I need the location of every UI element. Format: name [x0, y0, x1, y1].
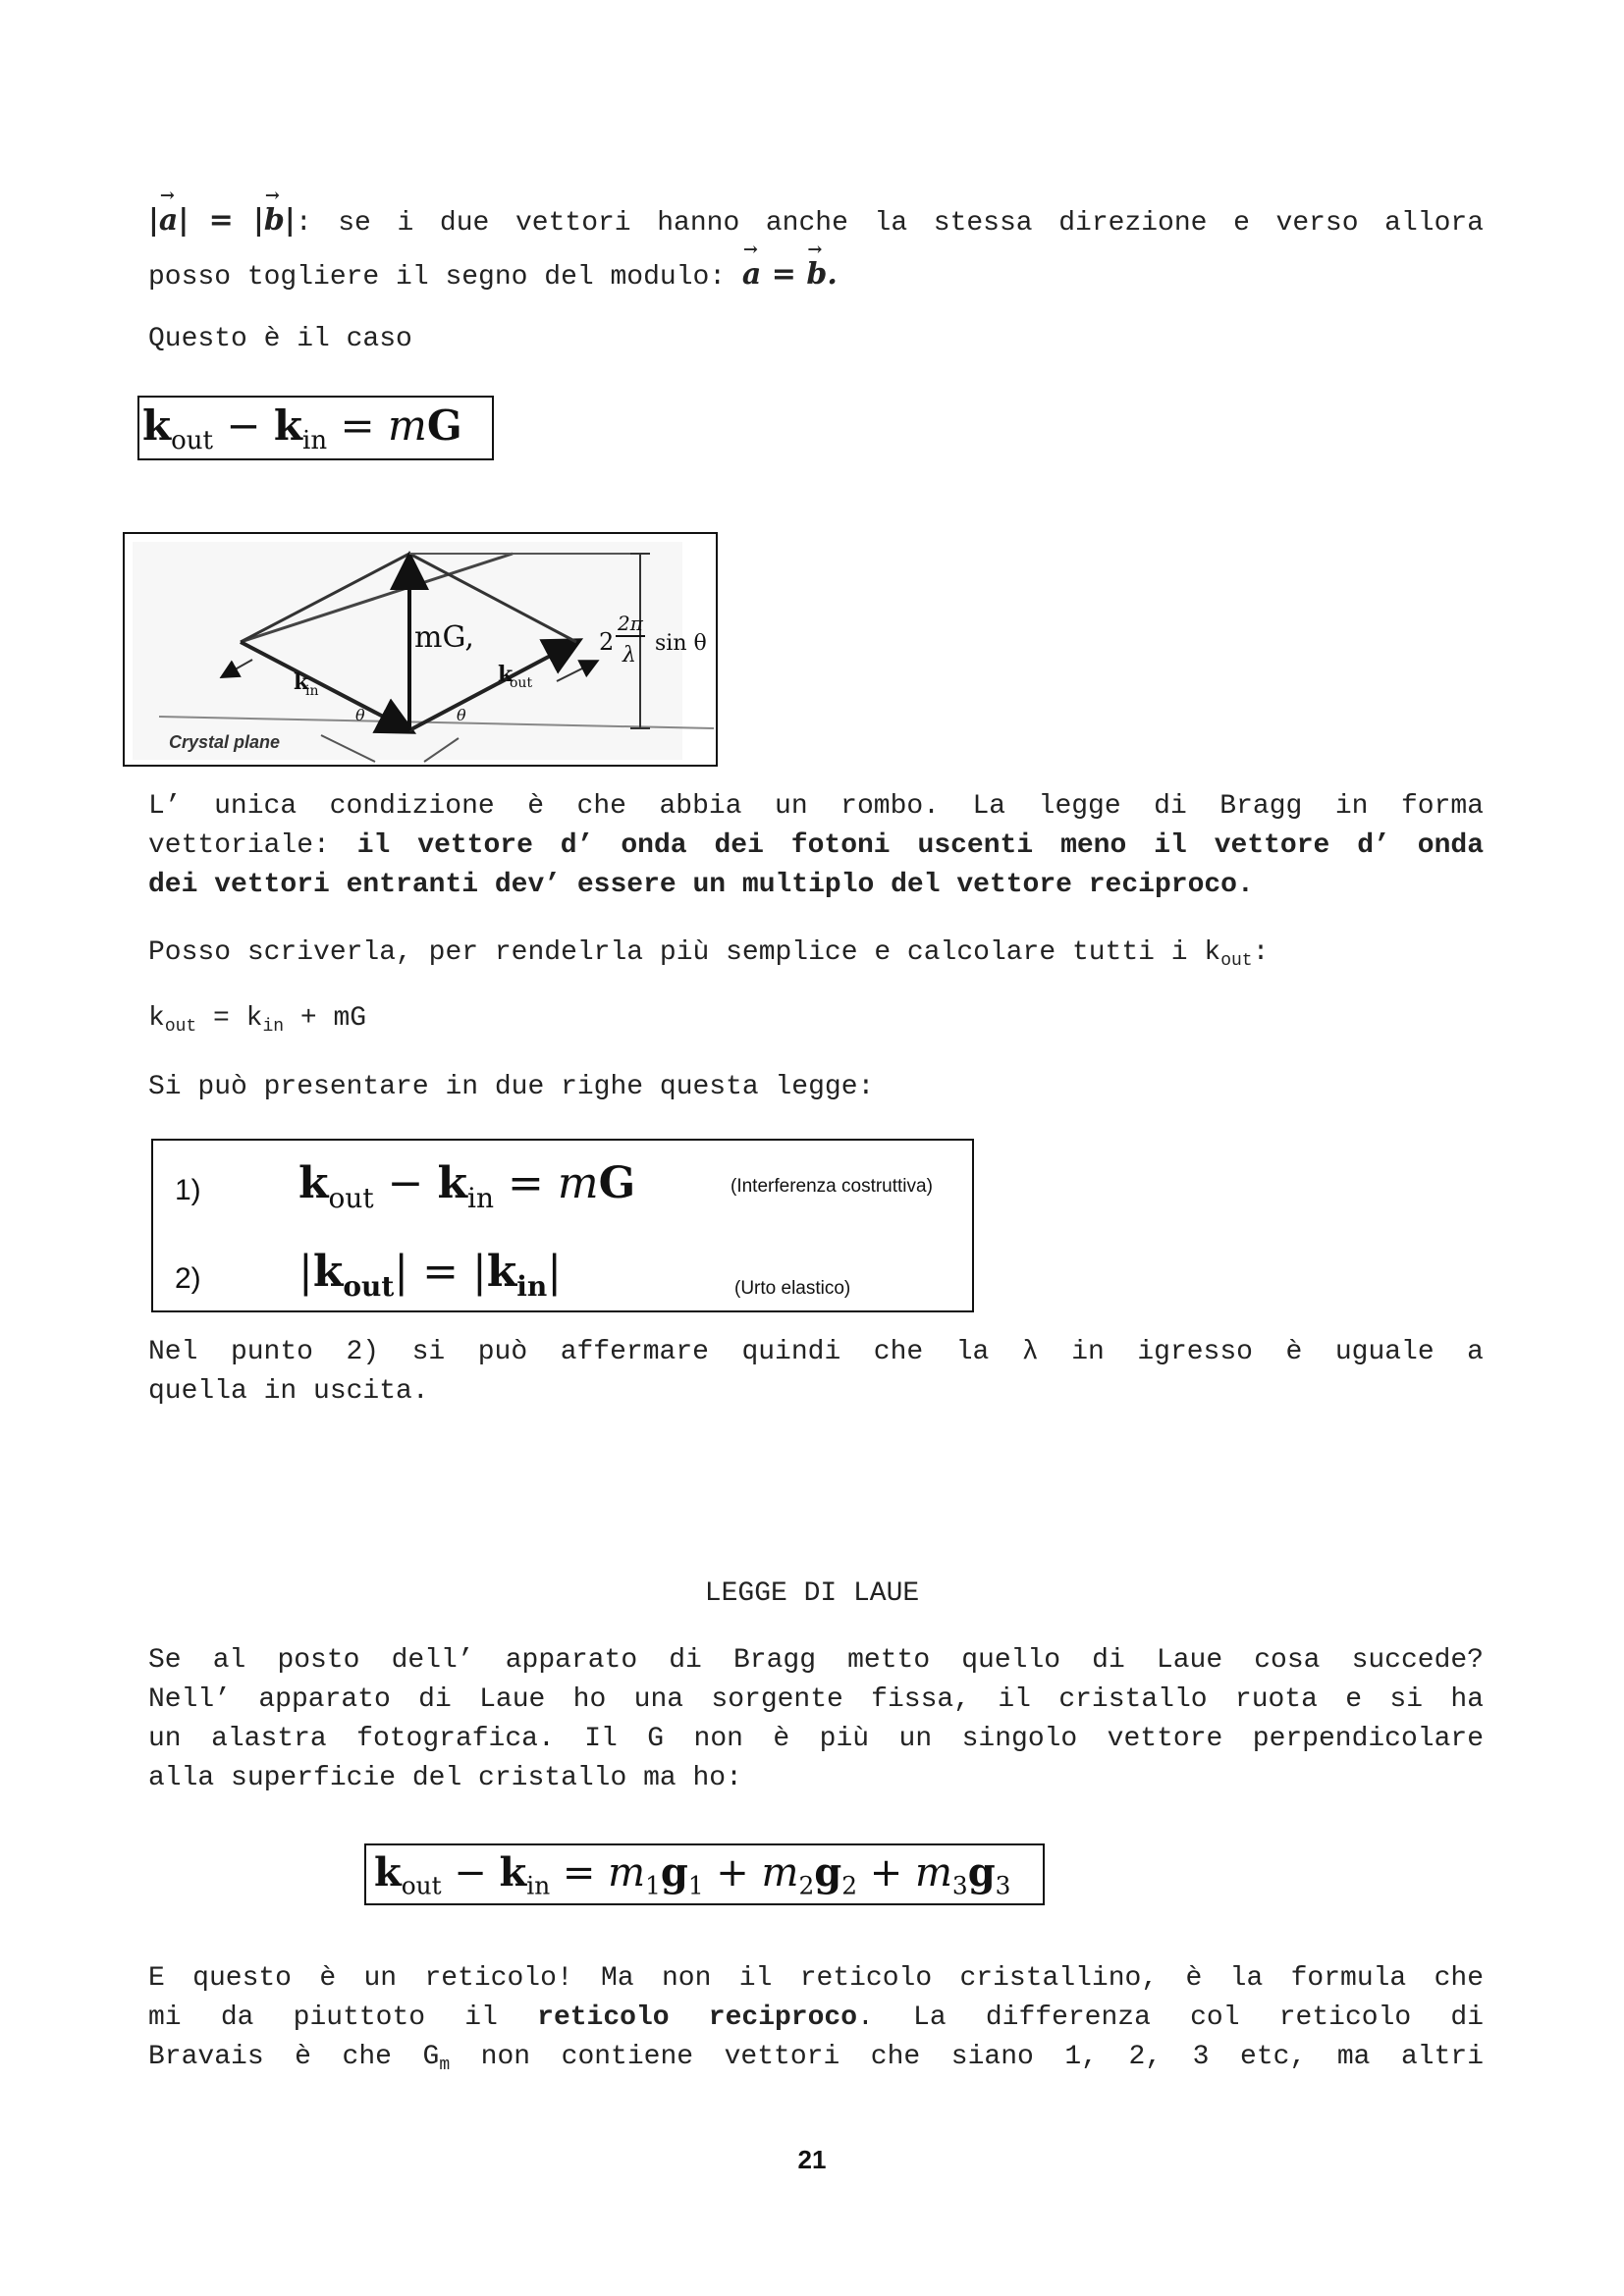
row-1-note: (Interferenza costruttiva) — [731, 1176, 933, 1197]
crystal-plane-label: Crystal plane — [169, 732, 281, 752]
paragraph-5-formula: $k_{out} = k_{in}$ + mG — [148, 1003, 367, 1037]
paragraph-9-line-1: E questo è un reticolo! Ma non il reticolo cristallino, è la formula che — [148, 1963, 1484, 1994]
paragraph-3-line-2: vettoriale: il vettore d’ onda dei fotoni uscenti meno il vettore d’ onda — [148, 830, 1484, 861]
paragraph-9-line-2: mi da piuttoto il reticolo reciproco. La differenza col reticolo di — [148, 2002, 1485, 2033]
paragraph-8-line-2: Nell’ apparato di Laue ho una sorgente fissa, il cristallo ruota e si ha — [148, 1684, 1484, 1715]
row-1-equation: $k_{out} - k_{in}$ = mG — [298, 1158, 636, 1214]
vector-equality-formula: a → = b →. — [742, 257, 838, 292]
mG-label: mG, — [414, 620, 474, 655]
paragraph-3-line-3: dei vettori entranti dev’ essere un multiplo del vettore reciproco. — [148, 870, 1254, 900]
theta-left-label: θ — [355, 706, 365, 724]
k-in-label: k — [294, 669, 309, 695]
paragraph-2: Questo è il caso — [148, 324, 412, 354]
bragg-rhombus-figure — [123, 532, 718, 767]
modulus-equality-formula: |a →| = |b →| — [148, 203, 296, 238]
section-heading: LEGGE DI LAUE — [704, 1578, 920, 1609]
k-out-label: k — [498, 662, 514, 687]
theta-right-label: θ — [457, 706, 466, 724]
page-number: 21 — [797, 2145, 827, 2174]
paragraph-8-line-1: Se al posto dell’ apparato di Bragg metto quello di Laue cosa succede? — [148, 1645, 1484, 1676]
paragraph-6: Si può presentare in due righe questa legge: — [148, 1072, 875, 1102]
paragraph-7-line-1: Nel punto 2) si può affermare quindi che la λ in igresso è uguale a — [148, 1337, 1484, 1367]
row-2-equation: $|k_{out}| = |k_{in}|$ — [298, 1247, 563, 1303]
paragraph-3-line-1: L’ unica condizione è che abbia un rombo. La legge di Bragg in forma — [148, 791, 1484, 822]
paragraph-4: Posso scriverla, per rendelrla più semplice e calcolare tutti i $k_{out}$: — [148, 937, 1270, 971]
bragg-laws-box — [151, 1139, 974, 1312]
paragraph-7-line-2: quella in uscita. — [148, 1376, 429, 1407]
paragraph-8-line-3: un alastra fotografica. Il G non è più un singolo vettore perpendicolare — [148, 1724, 1484, 1754]
sin-theta-label: sin θ — [655, 631, 707, 656]
bragg-vector-equation: $k_{out} - k_{in}$ = mG — [137, 396, 494, 460]
row-2-note: (Urto elastico) — [734, 1278, 851, 1299]
lambda-label: λ — [623, 643, 636, 667]
row-2-number: 2) — [175, 1262, 201, 1295]
paragraph-1-line-1: |a →| = |b →|: se i due vettori hanno anche la stessa direzione e verso allora — [148, 203, 1484, 239]
svg-text:in: in — [305, 683, 319, 699]
two-pi-label: 2π — [618, 612, 643, 635]
paragraph-1-line-2: posso togliere il segno del modulo: a → = b →. — [148, 257, 838, 293]
row-1-number: 1) — [175, 1174, 201, 1206]
paragraph-9-line-3: Bravais è che $G_m$ non contiene vettori che siano 1, 2, 3 etc, ma altri — [148, 2042, 1484, 2075]
svg-text:out: out — [510, 675, 533, 691]
bragg-diagram — [125, 534, 716, 765]
two-factor-label: 2 — [599, 628, 615, 656]
paragraph-8-line-4: alla superficie del cristallo ma ho: — [148, 1763, 742, 1793]
laue-equation: $k_{out} - k_{in} = m_1g_1 + m_2g_2 + m_3g_3$ — [364, 1843, 1045, 1905]
